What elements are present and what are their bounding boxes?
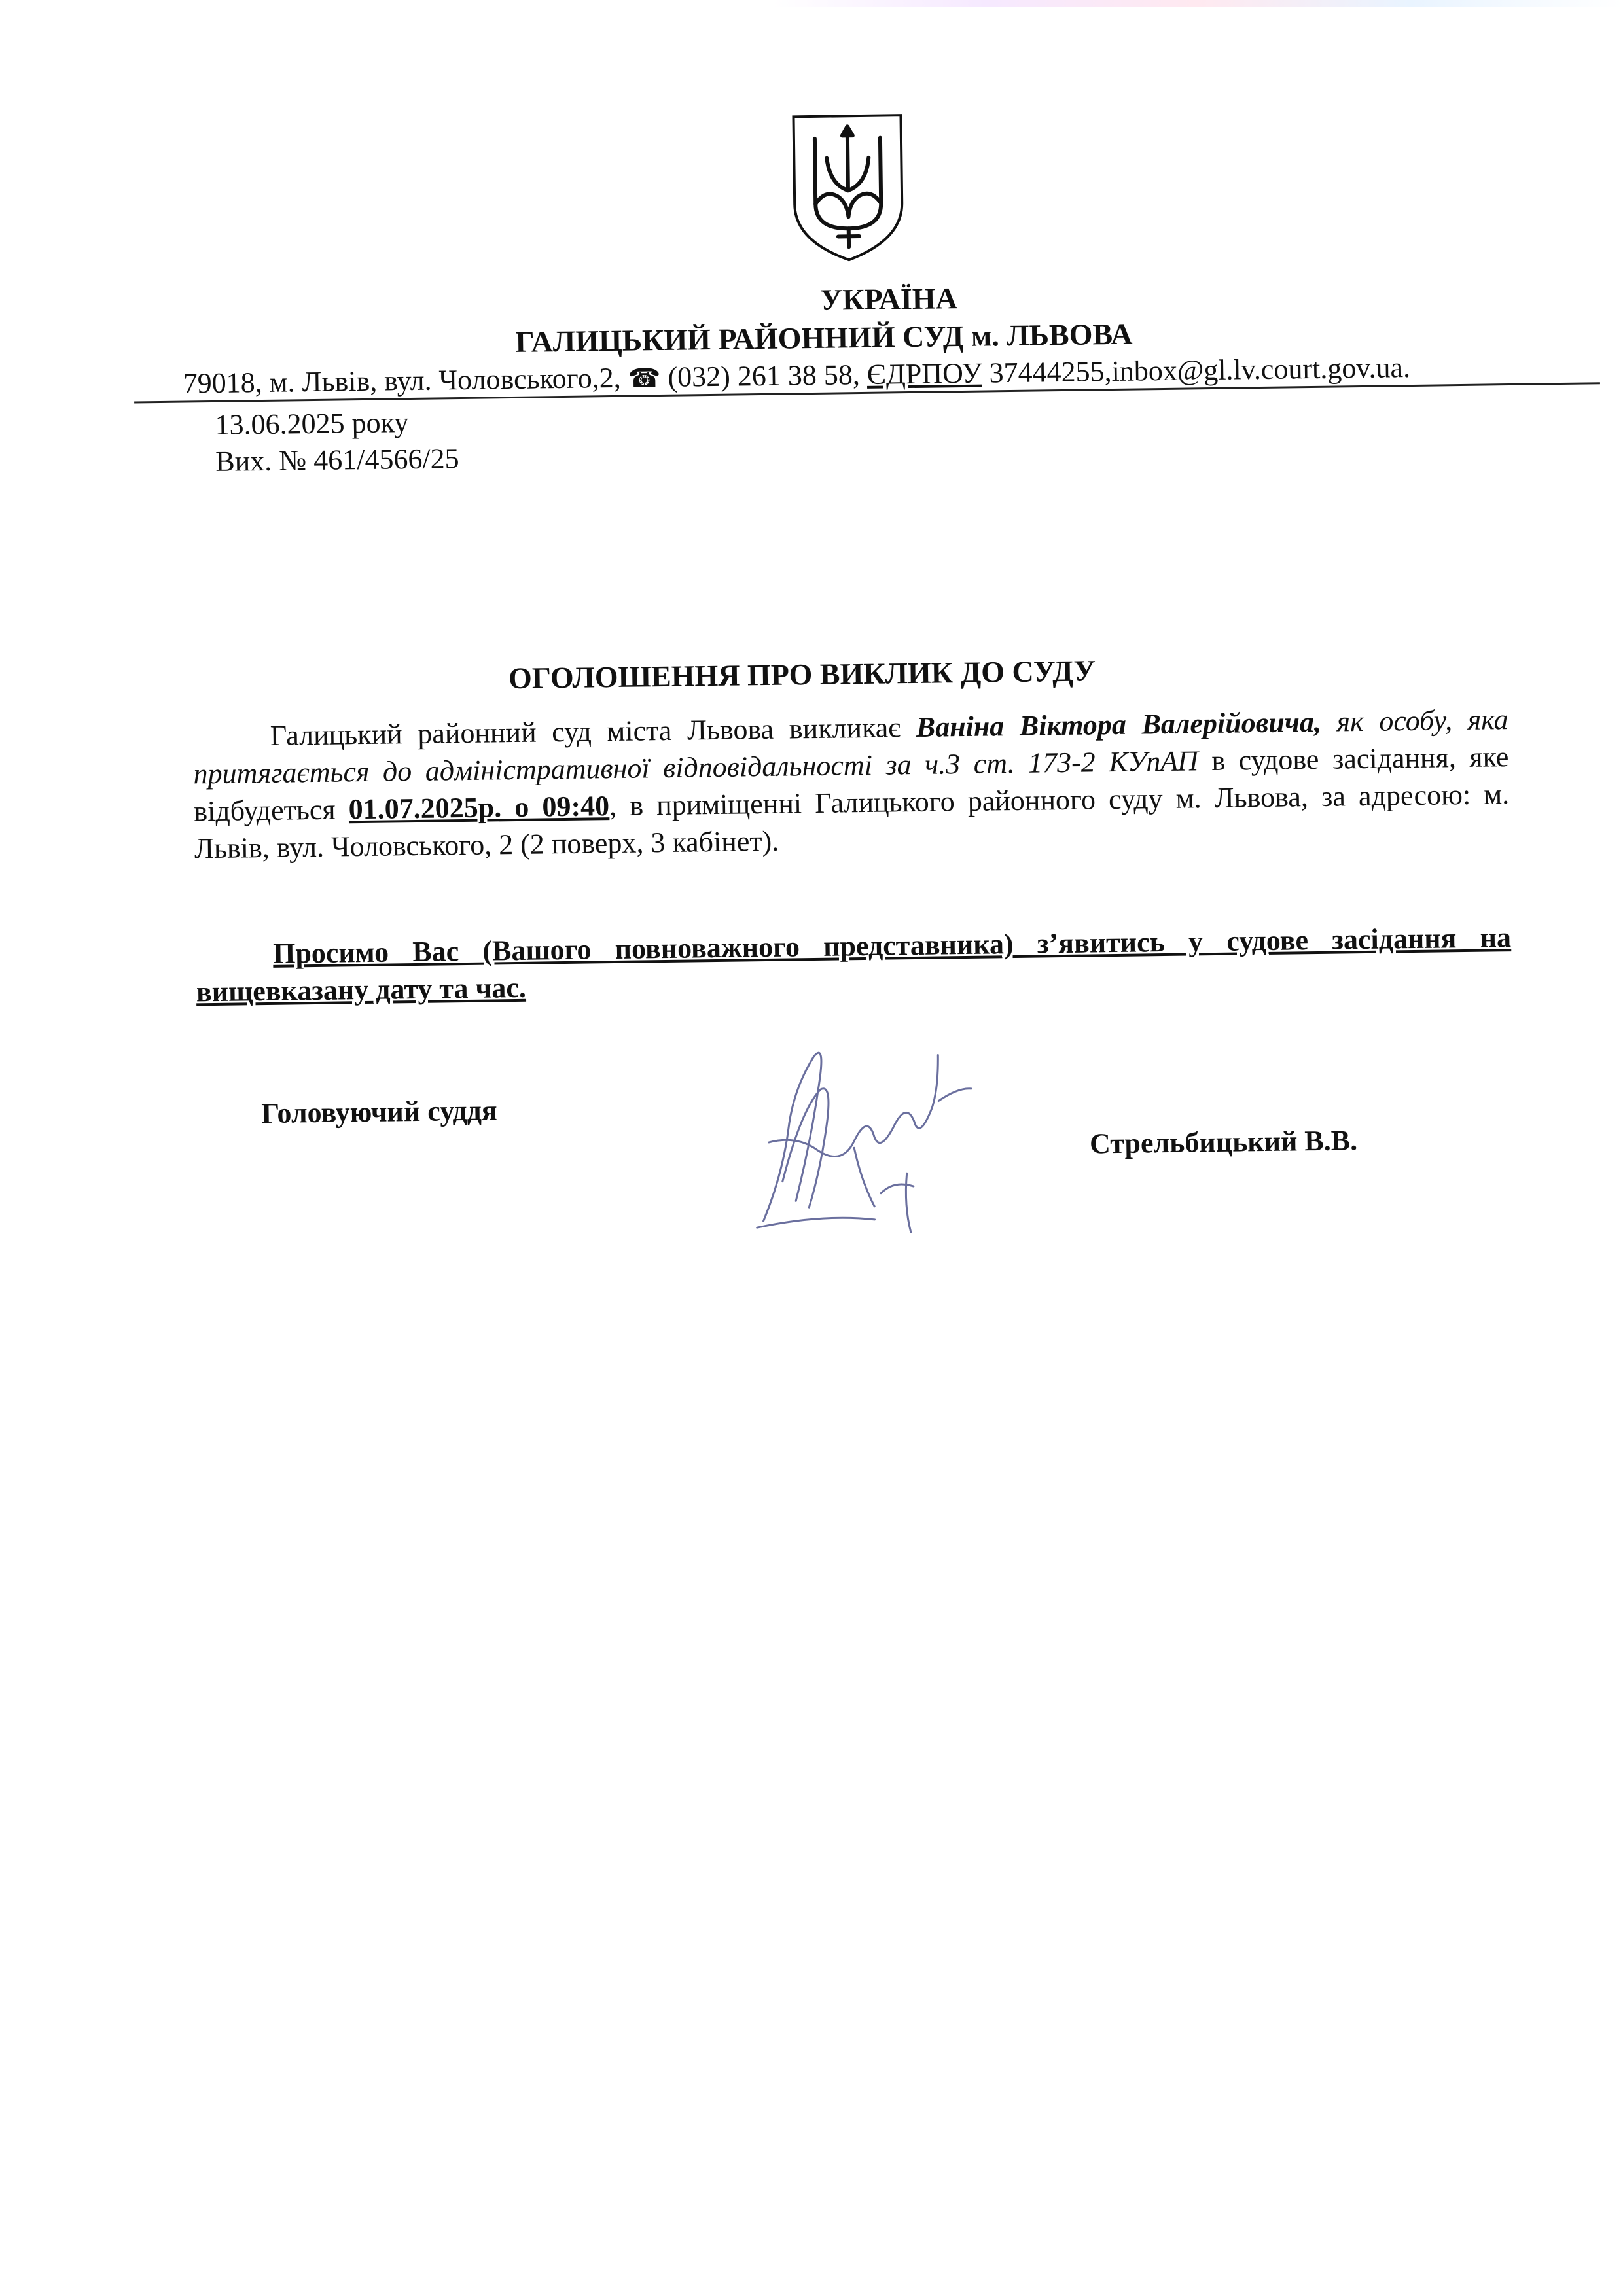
summoned-person-name: Ваніна Віктора Валерійовича, — [916, 705, 1322, 743]
court-contact-line: 79018, м. Львів, вул. Чоловського,2, ☎ (032) 261 38 58, ЄДРПОУ 37444255,inbox@gl.lv.court.gov.ua. — [183, 351, 1411, 400]
outgoing-number: Вих. № 461/4566/25 — [215, 442, 459, 478]
legal-basis: як особу, яка притягається до адміністративної відповідальності за ч.3 ст. 173-2 КУпАП — [193, 703, 1508, 790]
judge-name: Стрельбицький В.В. — [1089, 1124, 1358, 1160]
notice-title: ОГОЛОШЕННЯ ПРО ВИКЛИК ДО СУДУ — [508, 654, 1096, 696]
hearing-location: , в приміщенні Галицького районного суду м. Львова, за адресою: м. Львів, вул. Чоловського, 2 (2 поверх, 3 кабінет). — [194, 778, 1510, 865]
court-address: 79018, м. Львів, вул. Чоловського,2, — [183, 361, 622, 400]
document-date: 13.06.2025 року — [215, 406, 409, 441]
notice-mid-text: в судове засідання, яке відбудеться — [193, 741, 1509, 828]
notice-intro: Галицький районний суд міста Львова викликає — [270, 711, 917, 752]
edrpou-label: ЄДРПОУ — [866, 357, 982, 391]
trident-coat-of-arms-icon — [788, 111, 908, 263]
court-name-heading: ГАЛИЦЬКИЙ РАЙОННИЙ СУД м. ЛЬВОВА — [515, 317, 1133, 359]
appearance-request: Просимо Вас (Вашого повноважного представника) з’явитись у судове засідання на вищевказану дату та час. — [196, 921, 1512, 1008]
hearing-datetime: 01.07.2025р. о 09:40 — [348, 790, 610, 826]
presiding-judge-label: Головуючий суддя — [261, 1094, 497, 1130]
handwritten-signature — [741, 1009, 980, 1248]
court-phone: (032) 261 38 58 — [668, 359, 853, 393]
edrpou-and-email: 37444255,inbox@gl.lv.court.gov.ua. — [989, 351, 1411, 389]
telephone-icon: ☎ — [628, 363, 661, 393]
notice-body-paragraph — [192, 701, 1510, 867]
country-heading: УКРАЇНА — [820, 281, 958, 317]
